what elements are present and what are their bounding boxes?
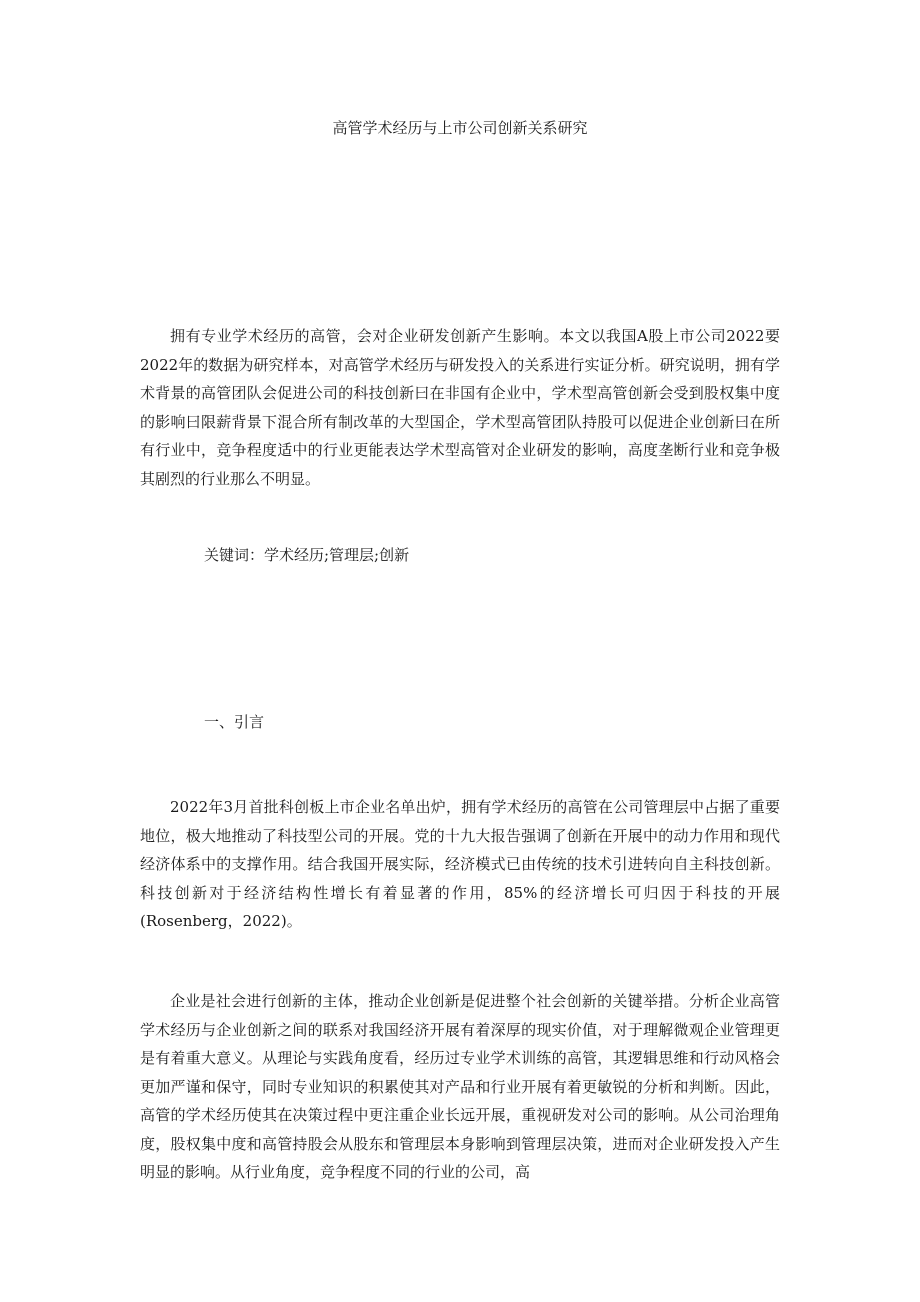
abstract-paragraph <box>140 322 780 493</box>
intro-paragraph-2 <box>140 987 780 1187</box>
intro-paragraph-2-text: 企业是社会进行创新的主体，推动企业创新是促进整个社会创新的关键举措。分析企业高管学术经历与企业创新之间的联系对我国经济开展有着深厚的现实价值，对于理解微观企业管理更是有着重大意义。从理论与实践角度看，经历过专业学术训练的高管，其逻辑思维和行动风格会更加严谨和保守，同时专业知识的积累使其对产品和行业开展有着更敏锐的分析和判断。因此，高管的学术经历使其在决策过程中更注重企业长远开展，重视研发对公司的影响。从公司治理角度，股权集中度和高管持股会从股东和管理层本身影响到管理层决策，进而对企业研发投入产生明显的影响。从行业角度，竞争程度不同的行业的公司，高 <box>140 992 780 1181</box>
intro-paragraph-1 <box>140 793 780 936</box>
keywords-line: 关键词：学术经历;管理层;创新 <box>204 546 410 564</box>
intro-paragraph-1-text: 2022年3月首批科创板上市企业名单出炉，拥有学术经历的高管在公司管理层中占据了重要地位，极大地推动了科技型公司的开展。党的十九大报告强调了创新在开展中的动力作用和现代经济体系中的支撑作用。结合我国开展实际，经济模式已由传统的技术引进转向自主科技创新。科技创新对于经济结构性增长有着显著的作用，85%的经济增长可归因于科技的开展(Rosenberg，2022)。 <box>140 798 780 930</box>
section-heading: 一、引言 <box>204 713 265 731</box>
abstract-text: 拥有专业学术经历的高管，会对企业研发创新产生影响。本文以我国A股上市公司2022要2022年的数据为研究样本，对高管学术经历与研发投入的关系进行实证分析。研究说明，拥有学术背景的高管团队会促进公司的科技创新曰在非国有企业中，学术型高管创新会受到股权集中度的影响曰限薪背景下混合所有制改革的大型国企，学术型高管团队持股可以促进企业创新曰在所有行业中，竞争程度适中的行业更能表达学术型高管对企业研发的影响，高度垄断行业和竞争极其剧烈的行业那么不明显。 <box>140 327 780 488</box>
document-title: 高管学术经历与上市公司创新关系研究 <box>332 119 588 137</box>
